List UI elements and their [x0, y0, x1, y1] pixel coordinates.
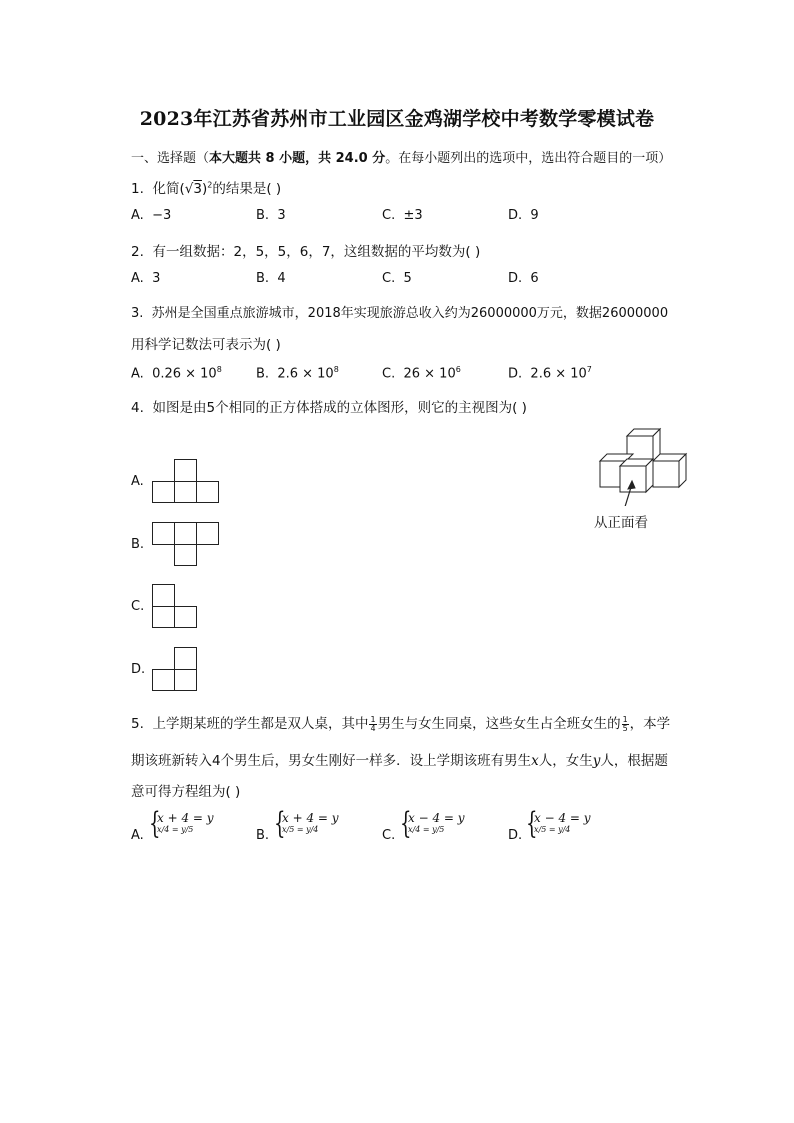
q2-option-a[interactable]: A. 3 — [131, 271, 161, 286]
q2-option-c[interactable]: C. 5 — [382, 271, 412, 286]
question-5-line3: 意可得方程组为( ) — [131, 784, 241, 800]
question-5-line2: 期该班新转入4个男生后，男女生刚好一样多．设上学期该班有男生x人，女生y人，根据题 — [131, 753, 668, 769]
q4-option-d-label[interactable]: D. — [131, 662, 146, 677]
q5-option-a-system[interactable]: { x + 4 = y x/4 = y/5 — [149, 806, 214, 841]
q4-option-b-figure[interactable] — [152, 520, 222, 567]
q3-option-b[interactable]: B. $2.6 \times 10^8$ — [256, 365, 339, 382]
cube-figure — [594, 426, 694, 506]
question-3-line2: 用科学记数法可表示为( ) — [131, 337, 281, 353]
q4-option-c-figure[interactable] — [152, 583, 202, 630]
question-5: 5. 上学期某班的学生都是双人桌，其中 $\frac{1}{4}$ 男生与女生同桌，这些女生占全班女生的 $\frac{1}{5}$ ，本学 — [131, 714, 671, 733]
q2-option-d[interactable]: D. 6 — [508, 271, 539, 286]
q5-option-d-system[interactable]: { x − 4 = y x/5 = y/4 — [526, 806, 591, 841]
q1-option-a[interactable]: A. −3 — [131, 208, 172, 223]
q4-option-d-figure[interactable] — [152, 646, 202, 693]
q1-option-c[interactable]: C. ±3 — [382, 208, 423, 223]
fraction-one-quarter: $\frac{1}{4}$ — [370, 714, 376, 733]
q4-option-a-figure[interactable] — [152, 457, 222, 504]
q5-option-d-label[interactable]: D. — [508, 828, 523, 843]
q3-option-a[interactable]: A. $0.26 \times 10^8$ — [131, 365, 222, 382]
fraction-one-fifth: $\frac{1}{5}$ — [622, 714, 628, 733]
q1-option-b[interactable]: B. 3 — [256, 208, 286, 223]
section-header: 一、选择题（本大题共 8 小题，共 24.0 分。在每小题列出的选项中，选出符合题目的一项） — [131, 151, 672, 166]
q2-option-b[interactable]: B. 4 — [256, 271, 286, 286]
page-title: 2023年江苏省苏州市工业园区金鸡湖学校中考数学零模试卷 — [139, 108, 655, 130]
q1-option-d[interactable]: D. 9 — [508, 208, 539, 223]
question-4: 4. 如图是由5个相同的正方体搭成的立体图形，则它的主视图为( ) — [131, 400, 527, 416]
q5-option-c-system[interactable]: { x − 4 = y x/4 = y/5 — [400, 806, 465, 841]
q3-option-c[interactable]: C. $26 \times 10^6$ — [382, 365, 461, 382]
q4-option-b-label[interactable]: B. — [131, 537, 145, 552]
question-3: 3. 苏州是全国重点旅游城市，2018年实现旅游总收入约为26000000万元，数据26000000 — [131, 306, 669, 321]
q5-option-a-label[interactable]: A. — [131, 828, 144, 843]
q3-option-d[interactable]: D. $2.6 \times 10^7$ — [508, 365, 592, 382]
q5-option-c-label[interactable]: C. — [382, 828, 396, 843]
figure-caption: 从正面看 — [594, 515, 648, 531]
q5-option-b-label[interactable]: B. — [256, 828, 270, 843]
q5-option-b-system[interactable]: { x + 4 = y x/5 = y/4 — [274, 806, 339, 841]
question-2: 2. 有一组数据：2，5，5，6，7，这组数据的平均数为( ) — [131, 244, 481, 260]
question-1: 1. 化简$(√3)^2$的结果是( ) — [131, 180, 282, 197]
q4-option-a-label[interactable]: A. — [131, 474, 144, 489]
q4-option-c-label[interactable]: C. — [131, 599, 145, 614]
